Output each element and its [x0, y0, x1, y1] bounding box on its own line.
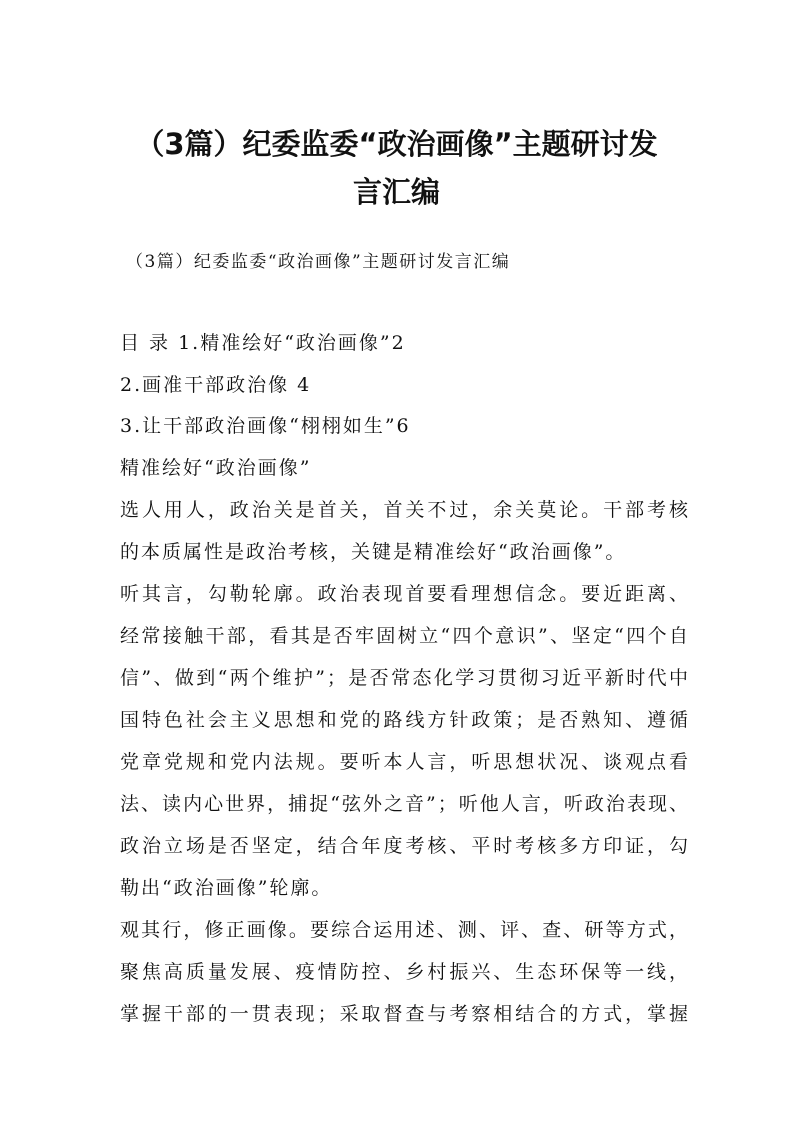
body-line: 国特色社会主义思想和党的路线方针政策；是否熟知、遵循	[120, 709, 690, 731]
body-line: 党章党规和党内法规。要听本人言，听思想状况、谈观点看	[120, 751, 690, 773]
toc-item: 目 录 1.精准绘好“政治画像”2	[120, 332, 406, 354]
body-line: 观其行，修正画像。要综合运用述、测、评、查、研等方式，	[120, 919, 690, 941]
document-subtitle: （3篇）纪委监委“政治画像”主题研讨发言汇编	[126, 252, 511, 272]
body-line: 掌握干部的一贯表现；采取督查与考察相结合的方式，掌握	[120, 1003, 690, 1025]
body-line: 信”、做到“两个维护”；是否常态化学习贯彻习近平新时代中	[120, 667, 690, 689]
body-line: 聚焦高质量发展、疫情防控、乡村振兴、生态环保等一线，	[120, 961, 690, 983]
body-line: 政治立场是否坚定，结合年度考核、平时考核多方印证，勾	[120, 835, 690, 857]
body-line: 听其言，勾勒轮廓。政治表现首要看理想信念。要近距离、	[120, 583, 690, 605]
toc-item: 3.让干部政治画像“栩栩如生”6	[120, 415, 411, 437]
section-heading: 精准绘好“政治画像”	[120, 457, 312, 479]
body-line: 的本质属性是政治考核，关键是精准绘好“政治画像”。	[120, 541, 627, 563]
body-line: 法、读内心世界，捕捉“弦外之音”；听他人言，听政治表现、	[120, 793, 690, 815]
document-title-line-1: （3篇）纪委监委“政治画像”主题研讨发	[135, 127, 658, 161]
document-title-line-2: 言汇编	[352, 175, 440, 209]
body-line: 勒出“政治画像”轮廓。	[120, 877, 333, 899]
body-line: 选人用人，政治关是首关，首关不过，余关莫论。干部考核	[120, 499, 690, 521]
body-line: 经常接触干部，看其是否牢固树立“四个意识”、坚定“四个自	[120, 625, 690, 647]
toc-item: 2.画准干部政治像 4	[120, 374, 312, 396]
